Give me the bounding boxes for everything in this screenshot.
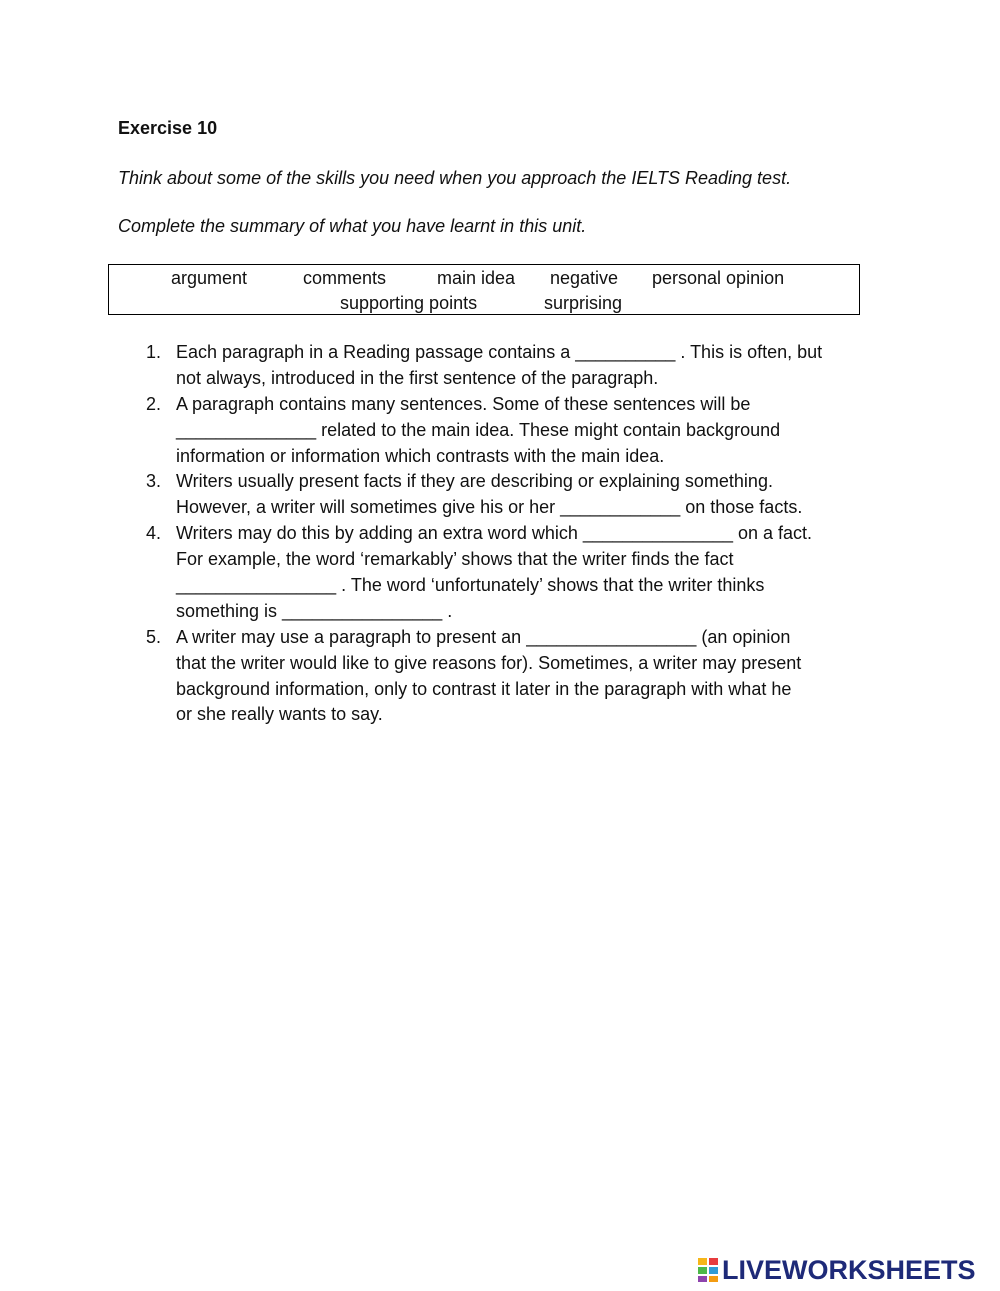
item-number: 4. [146,523,162,543]
item-line: information or information which contrasts with the main idea. [176,446,665,466]
item-number: 3. [146,471,162,491]
word-bank-item: main idea [437,268,516,288]
item-line: not always, introduced in the first sentence of the paragraph. [176,368,659,388]
logo-text: LIVEWORKSHEETS [722,1255,976,1285]
item-line: A writer may use a paragraph to present an _________________ (an opinion [176,627,791,647]
word-bank-item: comments [303,268,387,288]
item-line: Each paragraph in a Reading passage contains a __________ . This is often, but [176,342,823,362]
item-line: ______________ related to the main idea. These might contain background [176,420,781,440]
item-line: For example, the word ‘remarkably’ shows that the writer finds the fact [176,549,734,569]
item-number: 5. [146,627,162,647]
exercise-title: Exercise 10 [118,118,218,138]
item-line: background information, only to contrast it later in the paragraph with what he [176,679,792,699]
item-line: something is ________________ . [176,601,453,621]
word-bank-item: surprising [544,293,623,313]
logo-block [697,1257,708,1266]
item-line: A paragraph contains many sentences. Some of these sentences will be [176,394,751,414]
item-line: that the writer would like to give reasons for). Sometimes, a writer may present [176,653,802,673]
logo-block [708,1266,719,1275]
liveworksheets-logo [697,1254,976,1286]
item-line: Writers may do this by adding an extra word which _______________ on a fact. [176,523,813,543]
item-number: 1. [146,342,162,362]
instruction-skills: Think about some of the skills you need when you approach the IELTS Reading test. [118,168,792,188]
item-line: ________________ . The word ‘unfortunately’ shows that the writer thinks [176,575,765,595]
word-bank-item: personal opinion [652,268,785,288]
item-line: Writers usually present facts if they are describing or explaining something. [176,471,773,491]
logo-block [697,1266,708,1275]
logo-block [708,1257,719,1266]
word-bank-item: negative [550,268,619,288]
item-number: 2. [146,394,162,414]
logo-block [708,1275,719,1283]
item-line: However, a writer will sometimes give his or her ____________ on those facts. [176,497,803,517]
logo-blocks-icon [697,1257,719,1283]
instruction-complete-summary: Complete the summary of what you have learnt in this unit. [118,216,587,236]
logo-block [697,1275,708,1283]
word-bank-item: supporting points [340,293,478,313]
word-bank-item: argument [171,268,248,288]
item-line: or she really wants to say. [176,704,383,724]
